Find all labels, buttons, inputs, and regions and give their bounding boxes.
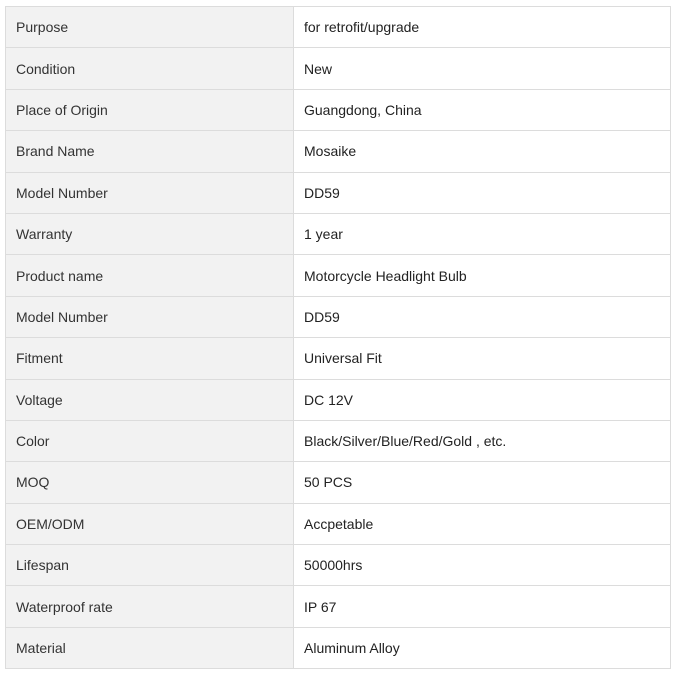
spec-key: MOQ: [6, 462, 294, 503]
table-row: [6, 462, 671, 503]
spec-key: Place of Origin: [6, 89, 294, 130]
spec-key: Model Number: [6, 172, 294, 213]
spec-key: Voltage: [6, 379, 294, 420]
spec-key: Fitment: [6, 338, 294, 379]
product-spec-table: [5, 6, 671, 669]
spec-value: IP 67: [294, 586, 671, 627]
spec-key: OEM/ODM: [6, 503, 294, 544]
table-row: [6, 89, 671, 130]
spec-key: Brand Name: [6, 131, 294, 172]
spec-value: DD59: [294, 296, 671, 337]
spec-value: 1 year: [294, 213, 671, 254]
table-row: [6, 131, 671, 172]
spec-value: Universal Fit: [294, 338, 671, 379]
table-row: [6, 503, 671, 544]
table-row: [6, 379, 671, 420]
spec-key: Color: [6, 420, 294, 461]
spec-key: Lifespan: [6, 545, 294, 586]
table-row: [6, 420, 671, 461]
spec-key: Warranty: [6, 213, 294, 254]
spec-value: 50000hrs: [294, 545, 671, 586]
spec-key: Model Number: [6, 296, 294, 337]
table-row: [6, 255, 671, 296]
spec-key: Material: [6, 627, 294, 668]
spec-value: DC 12V: [294, 379, 671, 420]
table-row: [6, 7, 671, 48]
spec-value: Accpetable: [294, 503, 671, 544]
table-row: [6, 213, 671, 254]
table-row: [6, 172, 671, 213]
spec-value: DD59: [294, 172, 671, 213]
table-row: [6, 545, 671, 586]
spec-value: Aluminum Alloy: [294, 627, 671, 668]
table-row: [6, 48, 671, 89]
spec-key: Condition: [6, 48, 294, 89]
spec-value: for retrofit/upgrade: [294, 7, 671, 48]
spec-key: Purpose: [6, 7, 294, 48]
table-row: [6, 296, 671, 337]
spec-value: Guangdong, China: [294, 89, 671, 130]
spec-value: New: [294, 48, 671, 89]
spec-value: Black/Silver/Blue/Red/Gold , etc.: [294, 420, 671, 461]
table-row: [6, 586, 671, 627]
spec-value: Mosaike: [294, 131, 671, 172]
spec-key: Product name: [6, 255, 294, 296]
spec-value: Motorcycle Headlight Bulb: [294, 255, 671, 296]
spec-value: 50 PCS: [294, 462, 671, 503]
spec-key: Waterproof rate: [6, 586, 294, 627]
table-row: [6, 338, 671, 379]
table-row: [6, 627, 671, 668]
